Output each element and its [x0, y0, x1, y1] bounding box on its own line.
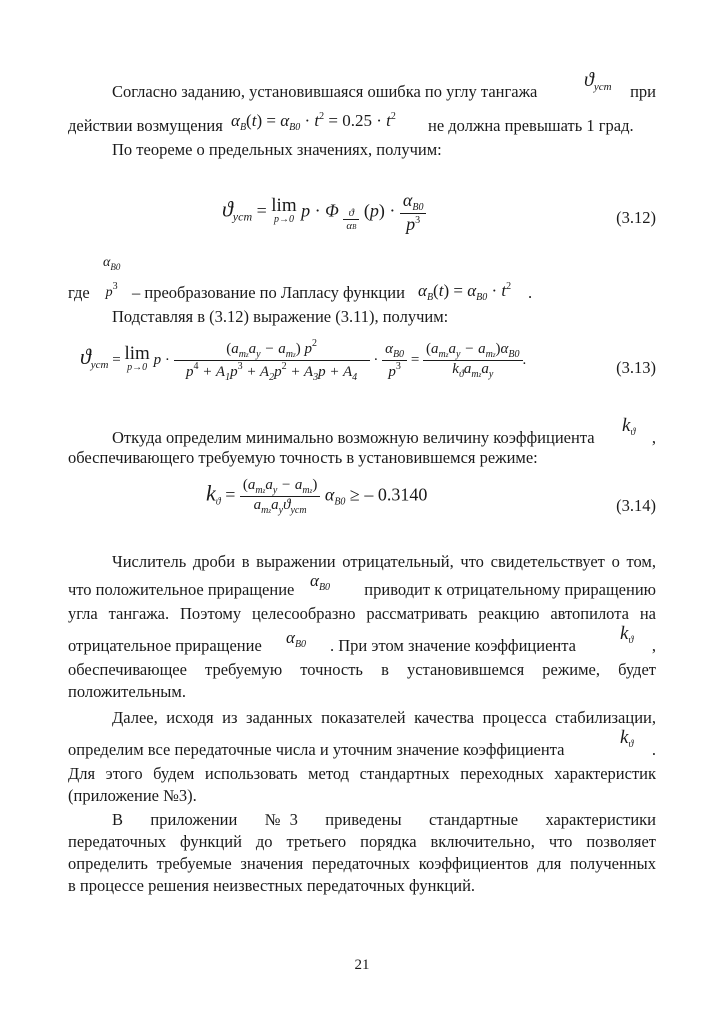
paragraph-line: [112, 810, 656, 830]
formula-alpha-t: $\alpha_B(t) = \alpha_{B0} \cdot t^2 = 0.25 \cdot t^2$: [231, 111, 396, 133]
paragraph-line: [68, 571, 656, 600]
text: положительным.: [68, 682, 186, 701]
paragraph-line: [68, 255, 656, 303]
alpha-b0-symbol: $\alpha_{B0}$: [286, 628, 307, 650]
paragraph-line: [112, 69, 656, 102]
paragraph-line: [68, 832, 656, 852]
text: (приложение №3).: [68, 786, 197, 805]
text: что положительное приращение: [68, 580, 295, 599]
paragraph-line: [68, 604, 656, 624]
text: Для этого будем использовать метод стандартных переходных характеристик: [68, 764, 656, 783]
text: определить требуемые значения передаточных коэффициентов для полученных: [68, 854, 656, 873]
laplace-fraction: $\alpha_{B0}$ $p^3$: [103, 255, 121, 300]
paragraph-line: [112, 140, 656, 160]
paragraph-line: [68, 727, 656, 760]
page-number: 21: [354, 957, 370, 973]
text: .: [651, 740, 656, 759]
paragraph-line: [68, 448, 656, 468]
equation-3-13: $ϑ_{уст}$ = lim p→0 p · $\frac{(a_{mz}a_y - a_{mz}) p^2}{p^4 + A_1p^3 + A_2p^2 + A_3p + A_4}$ · $\frac{\alpha_{B0}}{p^3}$ = $\frac{(a_{mz}a_y - a_{mz})\alpha_{B0}}{k_ϑa_{mz}a_y}$ .: [80, 338, 527, 383]
text: Откуда определим минимально возможную величину коэффициента: [112, 428, 595, 447]
equation-number: (3.12): [616, 208, 656, 227]
paragraph-line: [68, 660, 656, 680]
text: Далее, исходя из заданных показателей качества процесса стабилизации,: [112, 708, 656, 727]
text: угла тангажа. Поэтому целесообразно рассматривать реакцию автопилота на: [68, 604, 656, 623]
alpha-b0-symbol: $\alpha_{B0}$: [310, 571, 331, 593]
equation-3-14: $k_ϑ$ = $\frac{(a_{mz}a_y - a_{mz})}{a_{mz}a_yϑ_{уст}}$ $\alpha_{B0}$ ≥ – 0.3140: [206, 477, 428, 516]
text: – преобразование по Лапласу функции: [132, 283, 405, 302]
text: .: [528, 283, 533, 302]
text: По теореме о предельных значениях, получим:: [112, 140, 442, 159]
paragraph-line: [68, 854, 656, 874]
text: обеспечивающего требуемую точность в установившемся режиме:: [68, 448, 538, 467]
text: Числитель дроби в выражении отрицательный, что свидетельствует о том,: [112, 552, 656, 571]
paragraph-line: [68, 786, 656, 806]
text: ,: [651, 636, 656, 655]
k-theta-symbol: $k_ϑ$: [622, 415, 636, 438]
text: приводит к отрицательному приращению: [364, 580, 656, 599]
text: Согласно заданию, установившаяся ошибка по углу тангажа: [112, 82, 538, 101]
theta-ust-symbol: $ϑ_{уст}$: [584, 69, 612, 93]
text: действии возмущения: [68, 116, 223, 135]
paragraph-line: [68, 876, 656, 896]
text: В приложении №3 приведены стандартные характеристики: [112, 810, 656, 829]
equation-number: (3.14): [616, 496, 656, 515]
coefficient-value: – 0.3140: [364, 484, 428, 505]
paragraph-line: [112, 307, 656, 327]
text: определим все передаточные числа и уточним значение коэффициента: [68, 740, 565, 759]
k-theta-symbol: $k_ϑ$: [620, 623, 634, 646]
paragraph-line: [68, 764, 656, 784]
formula-alpha-t-small: $\alpha_B(t) = \alpha_{B0} \cdot t^2$: [418, 281, 512, 303]
paragraph-line: [112, 708, 656, 728]
text: . При этом значение коэффициента: [330, 636, 576, 655]
text: где: [68, 283, 90, 302]
text: обеспечивающее требуемую точность в установившемся режиме, будет: [68, 660, 656, 679]
paragraph-line: [68, 623, 656, 656]
paragraph-line: [112, 415, 656, 448]
paragraph-line: [68, 682, 656, 702]
k-theta-symbol: $k_ϑ$: [620, 727, 634, 750]
paragraph-line: [68, 111, 656, 136]
text: ,: [651, 428, 656, 447]
text: отрицательное приращение: [68, 636, 262, 655]
text: в процессе решения неизвестных передаточных функций.: [68, 876, 476, 895]
text: не должна превышать 1 град.: [428, 116, 634, 135]
equation-3-12: $ϑ_{уст}$ = lim p→0 p · Φ $\frac{ϑ}{\alpha B}$ (p) · $\frac{\alpha_{B0}}{p^3}$: [222, 190, 426, 235]
paragraph-line: [112, 552, 656, 572]
text: передаточных функций до третьего порядка включительно, что позволяет: [68, 832, 656, 851]
text: при: [630, 82, 656, 101]
equation-number: (3.13): [616, 358, 656, 377]
text: Подставляя в (3.12) выражение (3.11), получим:: [112, 307, 449, 326]
